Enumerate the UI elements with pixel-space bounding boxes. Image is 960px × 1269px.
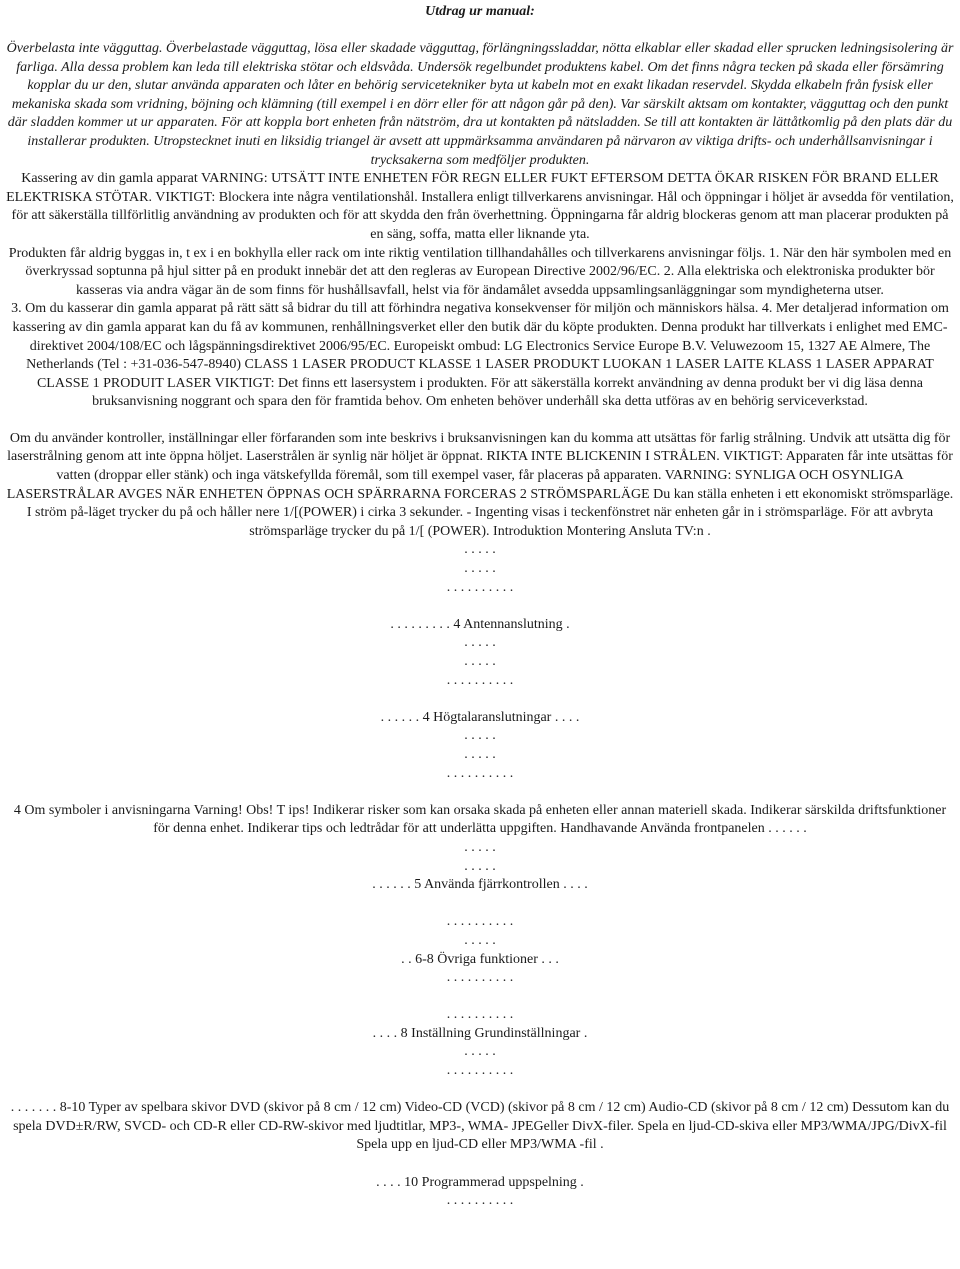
toc-entry-other-functions: . . 6-8 Övriga funktioner . . . — [401, 951, 559, 967]
toc-entry-settings: . . . . 8 Inställning Grundinställningar . — [372, 1025, 588, 1041]
toc-leader-dots: . . . . . — [464, 542, 496, 558]
toc-leader-dots: . . . . . . . . . . — [446, 765, 514, 781]
spacer — [6, 690, 954, 709]
text-body — [0, 40, 960, 1211]
toc-leader-dots: . . . . . — [464, 1044, 496, 1060]
paragraph-laser-product: 3. Om du kasserar din gamla apparat på rätt sätt så bidrar du till att förhindra negativa konsekvenser för miljön och människors hälsa. 4. Mer detaljerad information om kassering av din gamla apparat kan du få av kommunen, renhållningsverket eller den butik där du köpte produkten. Denna produkt har tillverkats i enlighet med EMC-direktivet 2004/108/EC och lågspänningsdirektivet 2006/95/EC. Europeiskt ombud: LG Electronics Service Europe B.V. Veluwezoom 15, 1327 AE Almere, The Netherlands (Tel : +31-036-547-8940) CLASS 1 LASER PRODUCT KLASSE 1 LASER PRODUKT LUOKAN 1 LASER LAITE KLASS 1 LASER APPARAT CLASSE 1 PRODUIT LASER VIKTIGT: Det finns ett lasersystem i produkten. För att säkerställa korrekt användning av denna produkt ber vi dig läsa denna bruksanvisning noggrant och spara den för framtida behov. Om enheten behöver underhåll ska detta utföras av en behörig serviceverkstad. — [11, 301, 949, 410]
toc-leader-dots: . . . . . — [464, 746, 496, 762]
paragraph-ventilation-directive: Produkten får aldrig byggas in, t ex i en bokhylla eller rack om inte riktig ventilation tillhandahålles och tillverkarens anvisningar följs. 1. När den här symbolen med en överkryssad soptunna på hjul sitter på en produkt innebär det att den regleras av European Directive 2002/96/EC. 2. Alla elektriska och elektroniska produkter bör kasseras via andra vägar än de som finns för hushållsavfall, helst via för ändamålet avsedda uppsamlingsanläggningar som myndigheterna utser. — [8, 245, 952, 298]
spacer — [6, 988, 954, 1007]
toc-leader-dots: . . . . . — [464, 728, 496, 744]
toc-leader-dots: . . . . . — [464, 561, 496, 577]
toc-entry-programmed-playback: . . . . 10 Programmerad uppspelning . — [376, 1174, 584, 1190]
toc-leader-dots: . . . . . . . . . . — [446, 672, 514, 688]
toc-entry-speaker: . . . . . . 4 Högtalaranslutningar . . . . — [380, 709, 580, 725]
toc-leader-dots: . . . . . — [464, 932, 496, 948]
toc-leader-dots: . . . . . . . . . . — [446, 579, 514, 595]
spacer — [6, 412, 954, 430]
toc-leader-dots: . . . . . . . . . . — [446, 970, 514, 986]
spacer — [6, 597, 954, 616]
paragraph-laser-warning-power-save: Om du använder kontroller, inställningar eller förfaranden som inte beskrivs i bruksanvisningen kan du komma att utsättas för farlig strålning. Undvik att utsätta dig för laserstrålning genom att inte öppna höljet. Laserstrålen är synlig när höljet är öppnat. RIKTA INTE BLICKENIN I STRÅLEN. VIKTIGT: Apparaten får inte utsättas för vatten (droppar eller stänk) och inga vätskefyllda föremål, som till exempel vaser, får placeras på apparaten. VARNING: SYNLIGA OCH OSYNLIGA LASERSTRÅLAR AVGES NÄR ENHETEN ÖPPNAS OCH SPÄRRARNA FORCERAS 2 STRÖMSPARLÄGE Du kan ställa enheten i ett ekonomiskt strömsparläge. I ström på-läget trycker du på och håller nere 1/[(POWER) i cirka 3 sekunder. - Ingenting visas i teckenfönstret när enheten går in i strömsparläge. För att avbryta strömsparläge trycker du på 1/[ (POWER). Introduktion Montering Ansluta TV:n . — [6, 430, 954, 539]
document-title: Utdrag ur manual: — [425, 4, 535, 19]
toc-entry-antenna: . . . . . . . . . 4 Antennanslutning . — [390, 616, 570, 632]
toc-leader-dots: . . . . . . . . . . — [446, 1007, 514, 1023]
toc-leader-dots: . . . . . — [464, 858, 496, 874]
paragraph-disposal-warning: Kassering av din gamla apparat VARNING: UTSÄTT INTE ENHETEN FÖR REGN ELLER FUKT EFTERSOM DETTA ÖKAR RISKEN FÖR BRAND ELLER ELEKTRISKA STÖTAR. VIKTIGT: Blockera inte några ventilationshål. Installera enligt tillverkarens anvisningar. Hål och öppningar i höljet är avsedda för ventilation, för att säkerställa tillförlitlig användning av produkten och för att skydda den från överhettning. Öppningarna får aldrig blockeras genom att man placerar produkten på en säng, soffa, matta eller liknande yta. — [6, 171, 954, 242]
toc-leader-dots: . . . . . . . . . . — [446, 1193, 514, 1209]
spacer — [6, 1081, 954, 1100]
paragraph-symbols-front-panel: 4 Om symboler i anvisningarna Varning! Obs! T ips! Indikerar risker som kan orsaka skada på enheten eller annan materiell skada. Indikerar särskilda driftsfunktioner för denna enhet. Indikerar tips och ledtrådar för att underlätta uppgiften. Handhavande Använda frontpanelen . . . . . . — [13, 802, 947, 837]
paragraph-playable-discs: . . . . . . . 8-10 Typer av spelbara skivor DVD (skivor på 8 cm / 12 cm) Video-CD (VCD) (skivor på 8 cm / 12 cm) Audio-CD (skivor på 8 cm / 12 cm) Dessutom kan du spela DVD±R/RW, SVCD- och CD-R eller CD-RW-skivor med ljudtitlar, MP3-, WMA- JPEGeller DivX-filer. Spela en ljud-CD-skiva eller MP3/WMA/JPG/DivX-fil Spela upp en ljud-CD eller MP3/WMA -fil . — [10, 1100, 950, 1153]
toc-leader-dots: . . . . . — [464, 635, 496, 651]
spacer — [6, 895, 954, 914]
toc-entry-remote: . . . . . . 5 Använda fjärrkontrollen . . . . — [372, 877, 588, 893]
spacer — [6, 783, 954, 802]
toc-leader-dots: . . . . . — [464, 839, 496, 855]
toc-leader-dots: . . . . . . . . . . — [446, 914, 514, 930]
toc-leader-dots: . . . . . — [464, 654, 496, 669]
spacer — [6, 1155, 954, 1174]
paragraph-power-cord-safety: Överbelasta inte vägguttag. Överbelastade vägguttag, lösa eller skadade vägguttag, förlängningssladdar, nötta elkablar eller skadad eller sprucken ledningsisolering är farliga. Alla dessa problem kan leda till elektriska stötar och eldsvåda. Undersök regelbundet produktens kabel. Om det finns några tecken på skada eller försämring kopplar du ur den, slutar använda apparaten och låter en behörig servicetekniker byta ut kabeln mot en exakt likadan reservdel. Skydda elkabeln från fysisk eller mekaniska skada som vridning, böjning och klämning (till exempel i en dörr eller för att någon går på den). Var särskilt aktsam om kontakter, vägguttag och den punkt där sladden kommer ut ur apparaten. För att koppla bort enheten från nätström, dra ut kontakten på nätsladden. Se till att kontakten är lättåtkomlig på den plats där du installerar produkten. Utropstecknet inuti en liksidig triangel är avsett att uppmärksamma användaren på närvaron av viktiga drifts- och underhållsanvisningar i trycksakerna som medföljer produkten. — [6, 41, 954, 168]
toc-leader-dots: . . . . . . . . . . — [446, 1063, 514, 1079]
